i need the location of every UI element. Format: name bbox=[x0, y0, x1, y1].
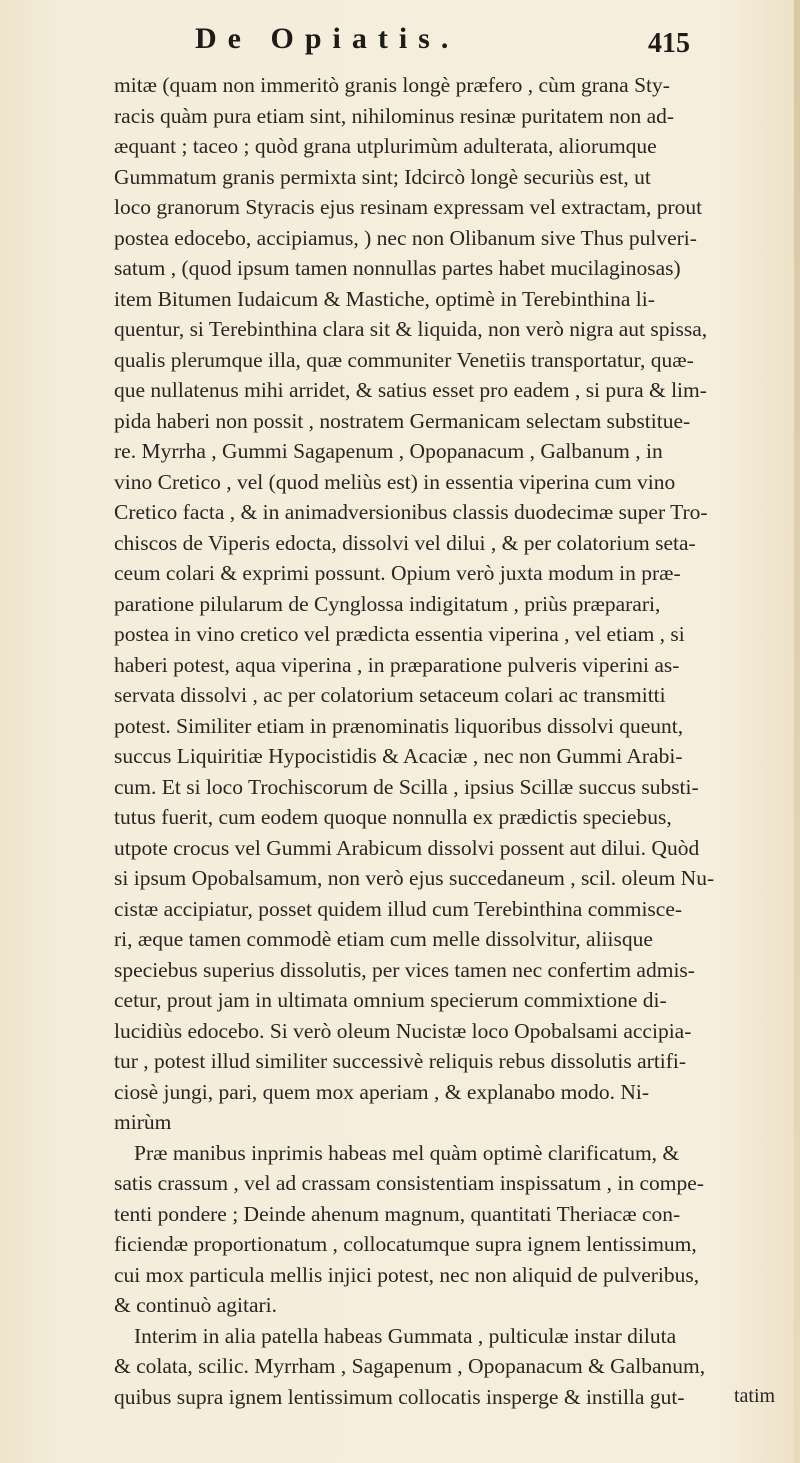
text-line: quibus supra ignem lentissimum collocatis insperge & instilla gut- bbox=[114, 1384, 685, 1409]
text-line: postea edocebo, accipiamus, ) nec non Olibanum sive Thus pulveri- bbox=[114, 225, 697, 250]
text-line: ciosè jungi, pari, quem mox aperiam , & explanabo modo. Ni- bbox=[114, 1079, 649, 1104]
text-line: qualis plerumque illa, quæ communiter Venetiis transportatur, quæ- bbox=[114, 347, 694, 372]
page-edge bbox=[794, 0, 800, 1463]
text-line: ceum colari & exprimi possunt. Opium verò juxta modum in præ- bbox=[114, 561, 681, 585]
text-line: racis quàm pura etiam sint, nihilominus resinæ puritatem non ad- bbox=[114, 103, 675, 128]
text-line: haberi potest, aqua viperina , in præparatione pulveris viperini as- bbox=[114, 652, 680, 677]
text-line: cistæ accipiatur, posset quidem illud cum Terebinthina commisce- bbox=[114, 896, 683, 921]
text-line: pida haberi non possit , nostratem Germanicam selectam substitue- bbox=[114, 408, 691, 433]
text-line: vino Cretico , vel (quod meliùs est) in essentia viperina cum vino bbox=[114, 469, 676, 494]
text-line: item Bitumen Iudaicum & Mastiche, optimè in Terebinthina li- bbox=[114, 286, 655, 311]
page-number: 415 bbox=[648, 28, 690, 59]
running-head: De Opiatis. bbox=[195, 22, 460, 55]
text-line: tur , potest illud similiter successivè reliquis rebus dissolutis artifi- bbox=[114, 1049, 687, 1073]
text-line: utpote crocus vel Gummi Arabicum dissolvi possent aut dilui. Quòd bbox=[114, 835, 700, 860]
text-line: loco granorum Styracis ejus resinam expressam vel extractam, prout bbox=[114, 195, 703, 219]
text-line: Cretico facta , & in animadversionibus classis duodecimæ super Tro- bbox=[114, 500, 708, 524]
text-line: mitæ (quam non immeritò granis longè præfero , cùm grana Sty- bbox=[114, 73, 670, 97]
text-line: & continuò agitari. bbox=[114, 1293, 278, 1317]
text-line: Præ manibus inprimis habeas mel quàm optimè clarificatum, & bbox=[134, 1140, 680, 1165]
text-line: si ipsum Opobalsamum, non verò ejus succedaneum , scil. oleum Nu- bbox=[114, 866, 715, 890]
text-line: cetur, prout jam in ultimata omnium specierum commixtione di- bbox=[114, 988, 667, 1012]
text-line: mirùm bbox=[114, 1110, 172, 1134]
text-line: speciebus superius dissolutis, per vices tamen nec confertim admis- bbox=[114, 957, 695, 982]
text-line: paratione pilularum de Cynglossa indigitatum , priùs præparari, bbox=[114, 591, 661, 616]
text-line: re. Myrrha , Gummi Sagapenum , Opopanacum , Galbanum , in bbox=[114, 439, 663, 463]
text-line: tenti pondere ; Deinde ahenum magnum, quantitati Theriacæ con- bbox=[114, 1201, 681, 1226]
text-line: tutus fuerit, cum eodem quoque nonnulla ex prædictis speciebus, bbox=[114, 805, 672, 829]
text-line: Gummatum granis permixta sint; Idcircò longè securiùs est, ut bbox=[114, 164, 651, 189]
text-line: potest. Similiter etiam in prænominatis liquoribus dissolvi queunt, bbox=[114, 713, 684, 738]
text-line: postea in vino cretico vel prædicta essentia viperina , vel etiam , si bbox=[114, 622, 685, 646]
text-line: cui mox particula mellis injici potest, nec non aliquid de pulveribus, bbox=[114, 1262, 700, 1287]
text-line: quentur, si Terebinthina clara sit & liquida, non verò nigra aut spissa, bbox=[114, 317, 708, 341]
text-line: servata dissolvi , ac per colatorium setaceum colari ac transmitti bbox=[114, 683, 666, 707]
text-line: ri, æque tamen commodè etiam cum melle dissolvitur, aliisque bbox=[114, 927, 653, 951]
text-line: satum , (quod ipsum tamen nonnullas partes habet mucilaginosas) bbox=[114, 256, 681, 280]
text-line: Interim in alia patella habeas Gummata , pulticulæ instar diluta bbox=[134, 1323, 677, 1348]
text-line: chiscos de Viperis edocta, dissolvi vel dilui , & per colatorium seta- bbox=[114, 530, 696, 555]
body-text bbox=[114, 70, 764, 1412]
text-line: cum. Et si loco Trochiscorum de Scilla , ipsius Scillæ succus substi- bbox=[114, 774, 699, 799]
text-line: æquant ; taceo ; quòd grana utplurimùm adulterata, aliorumque bbox=[114, 134, 657, 158]
text-line: lucidiùs edocebo. Si verò oleum Nucistæ loco Opobalsami accipia- bbox=[114, 1018, 692, 1043]
text-line: satis crassum , vel ad crassam consistentiam inspissatum , in compe- bbox=[114, 1171, 704, 1195]
text-line: & colata, scilic. Myrrham , Sagapenum , Opopanacum & Galbanum, bbox=[114, 1354, 706, 1378]
text-line: que nullatenus mihi arridet, & satius esset pro eadem , si pura & lim- bbox=[114, 378, 707, 402]
catchword: tatim bbox=[734, 1385, 776, 1407]
text-line: ficiendæ proportionatum , collocatumque supra ignem lentissimum, bbox=[114, 1232, 697, 1256]
page-header bbox=[0, 18, 800, 68]
text-line: succus Liquiritiæ Hypocistidis & Acaciæ , nec non Gummi Arabi- bbox=[114, 744, 683, 768]
